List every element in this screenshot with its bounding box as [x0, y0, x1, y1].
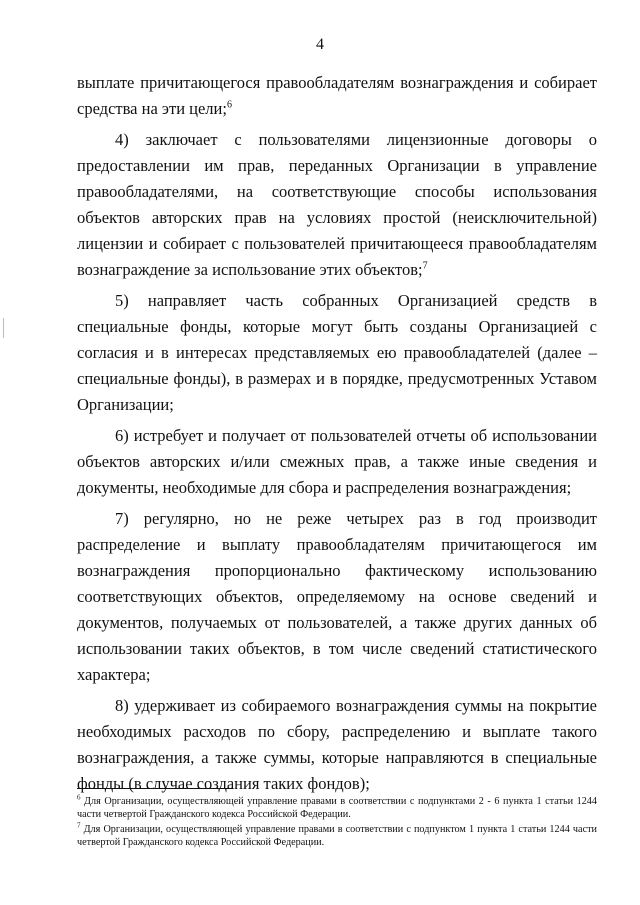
footnote-ref-6[interactable]: 6: [226, 99, 232, 111]
footnote-separator: [77, 788, 233, 789]
body-text: [77, 70, 597, 802]
paragraph-item-5: [77, 288, 597, 418]
footnote-6: [77, 795, 597, 821]
paragraph-item-8: [77, 693, 597, 797]
footnote-marker: 7: [77, 821, 81, 830]
paragraph-text: выплате причитающегося правообладателям вознаграждения и собирает средства на эти цели;: [77, 73, 597, 118]
paragraph-text: 8) удерживает из собираемого вознаграждения суммы на покрытие необходимых расходов по сбору, распределению и выплате такого вознаграждения, а также суммы, которые направляются в специальные фонды (в случае создания таких фондов);: [77, 696, 597, 793]
footnotes: [77, 795, 597, 851]
scan-edge-mark: [3, 318, 4, 338]
paragraph-text: 7) регулярно, но не реже четырех раз в год производит распределение и выплату правообладателям причитающегося им вознаграждения пропорционально фактическому использованию соответствующих объектов, определяемому на основе сведений и документов, получаемых от пользователей, а также других данных об использовании таких объектов, в том числе сведений статистического характера;: [77, 509, 597, 684]
paragraph-item-4: [77, 127, 597, 283]
page-number: 4: [316, 36, 324, 53]
paragraph-text: 6) истребует и получает от пользователей отчеты об использовании объектов авторских и/или смежных прав, а также иные сведения и документы, необходимые для сбора и распределения вознаграждения;: [77, 426, 597, 497]
paragraph-continuation: [77, 70, 597, 122]
paragraph-item-6: [77, 423, 597, 501]
footnote-7: [77, 823, 597, 849]
paragraph-text: 5) направляет часть собранных Организацией средств в специальные фонды, которые могут быть созданы Организацией с согласия и в интересах представляемых ею правообладателей (далее – специальные фонды), в размерах и в порядке, предусмотренных Уставом Организации;: [77, 291, 597, 414]
paragraph-item-7: [77, 506, 597, 688]
paragraph-text: 4) заключает с пользователями лицензионные договоры о предоставлении им прав, переданных Организации в управление правообладателями, на соответствующие способы использования объектов авторских прав на условиях простой (неисключительной) лицензии и собирает с пользователей причитающееся правообладателям вознаграждение за использование этих объектов;: [77, 130, 597, 279]
footnote-ref-7[interactable]: 7: [422, 260, 428, 272]
footnote-text: Для Организации, осуществляющей управление правами в соответствии с подпунктами 2 - 6 пункта 1 статьи 1244 части четвертой Гражданского кодекса Российской Федерации.: [77, 796, 597, 820]
footnote-text: Для Организации, осуществляющей управление правами в соответствии с подпунктом 1 пункта 1 статьи 1244 части четвертой Гражданского кодекса Российской Федерации.: [77, 824, 597, 848]
footnote-marker: 6: [77, 793, 81, 802]
